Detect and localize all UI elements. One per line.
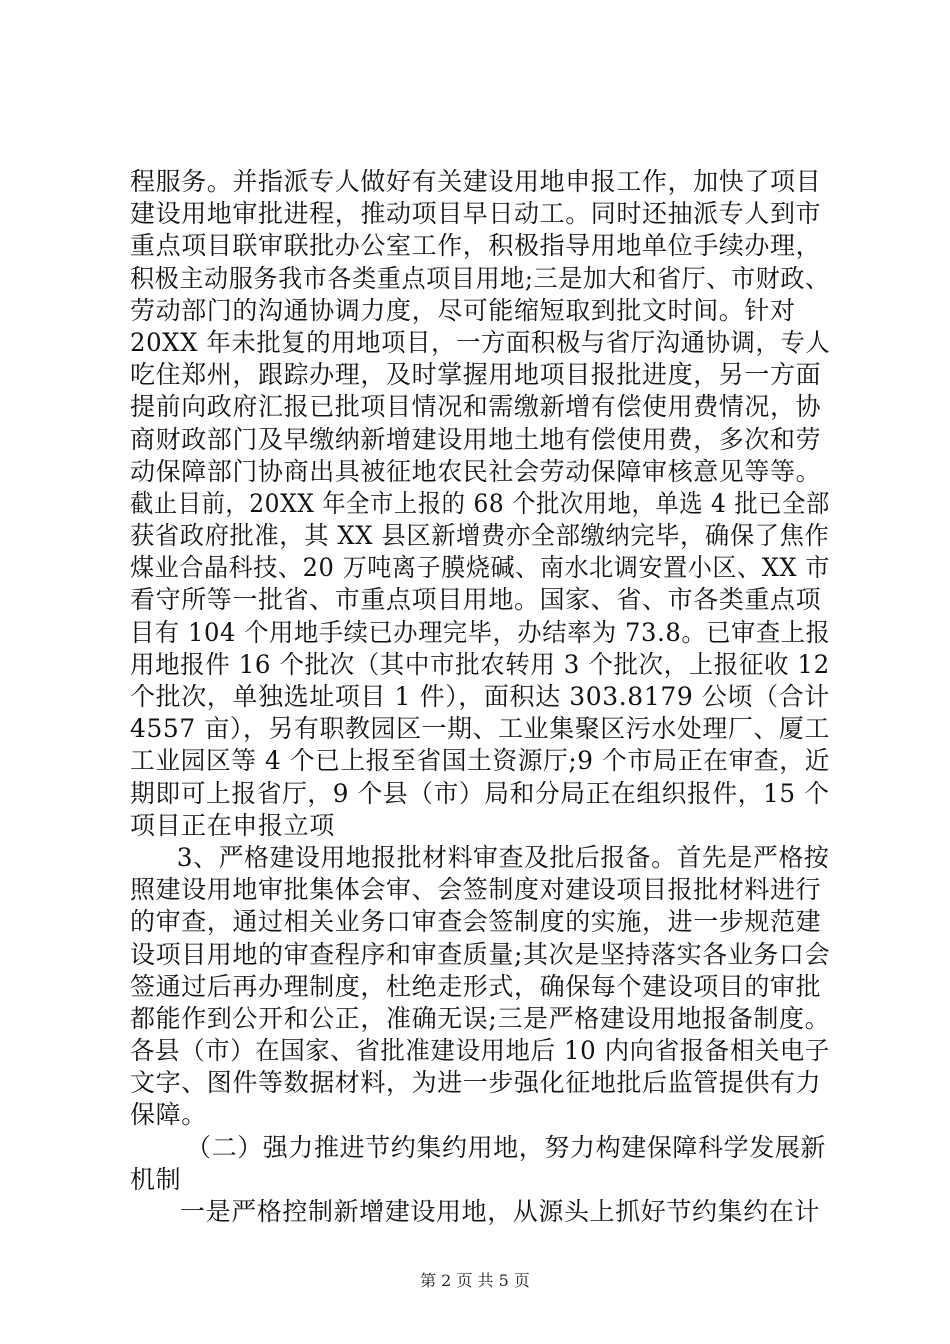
text-line: 的审查，通过相关业务口审查会签制度的实施，进一步规范建 [130,907,822,937]
text-line: 煤业合晶科技、20 万吨离子膜烧碱、南水北调安置小区、XX 市 [130,553,831,583]
text-line: 用地报件 16 个批次（其中市批农转用 3 个批次，上报征收 12 [130,649,830,679]
text-line: 项目正在申报立项 [130,810,335,840]
text-line: 程服务。并指派专人做好有关建设用地申报工作，加快了项目 [130,167,822,196]
text-line: 设项目用地的审查程序和审查质量;其次是坚持落实各业务口会 [130,939,831,969]
page-footer: 第 2 页 共 5 页 [420,1271,530,1290]
text-line: （二）强力推进节约集约用地，努力构建保障科学发展新 [186,1132,827,1162]
text-line: 商财政部门及早缴纳新增建设用地土地有偿使用费，多次和劳 [130,424,822,454]
body-text [130,166,830,1228]
text-line: 重点项目联审联批办公室工作，积极指导用地单位手续办理， [130,231,822,261]
text-line: 积极主动服务我市各类重点项目用地;三是加大和省厅、市财政、 [130,263,830,293]
text-line: 获省政府批准，其 XX 县区新增费亦全部缴纳完毕，确保了焦作 [130,521,830,551]
text-line: 建设用地审批进程，推动项目早日动工。同时还抽派专人到市 [130,199,822,229]
text-line: 机制 [130,1164,182,1194]
text-line: 工业园区等 4 个已上报至省国土资源厅;9 个市局正在审查，近 [130,746,830,776]
text-line: 20XX 年未批复的用地项目，一方面积极与省厅沟通协调，专人 [130,327,831,357]
text-line: 目有 104 个用地手续已办理完毕，办结率为 73.8。已审查上报 [130,617,831,647]
text-line: 3、严格建设用地报批材料审查及批后报备。首先是严格按 [176,842,830,872]
text-line: 文字、图件等数据材料，为进一步强化征地批后监管提供有力 [130,1068,822,1098]
text-line: 期即可上报省厅，9 个县（市）局和分局正在组织报件，15 个 [130,778,830,808]
text-line: 4557 亩），另有职教园区一期、工业集聚区污水处理厂、厦工 [130,714,830,744]
text-line: 动保障部门协商出具被征地农民社会劳动保障审核意见等等。 [130,456,822,486]
text-line: 照建设用地审批集体会审、会签制度对建设项目报批材料进行 [130,875,822,905]
text-line: 截止目前，20XX 年全市上报的 68 个批次用地，单选 4 批已全部 [130,488,830,518]
text-line: 都能作到公开和公正，准确无误;三是严格建设用地报备制度。 [130,1003,831,1033]
text-line: 一是严格控制新增建设用地，从源头上抓好节约集约在计 [180,1197,821,1226]
text-line: 签通过后再办理制度，杜绝走形式，确保每个建设项目的审批 [130,971,822,1001]
text-line: 劳动部门的沟通协调力度，尽可能缩短取到批文时间。针对 [130,295,796,325]
text-line: 个批次，单独选址项目 1 件），面积达 303.8179 公顷（合计 [130,682,830,711]
text-line: 保障。 [130,1100,207,1130]
text-line: 提前向政府汇报已批项目情况和需缴新增有偿使用费情况，协 [130,392,822,422]
text-line: 看守所等一批省、市重点项目用地。国家、省、市各类重点项 [130,585,822,615]
text-line: 吃住郑州，跟踪办理，及时掌握用地项目报批进度，另一方面 [130,360,822,390]
text-line: 各县（市）在国家、省批准建设用地后 10 内向省报备相关电子 [130,1036,830,1066]
